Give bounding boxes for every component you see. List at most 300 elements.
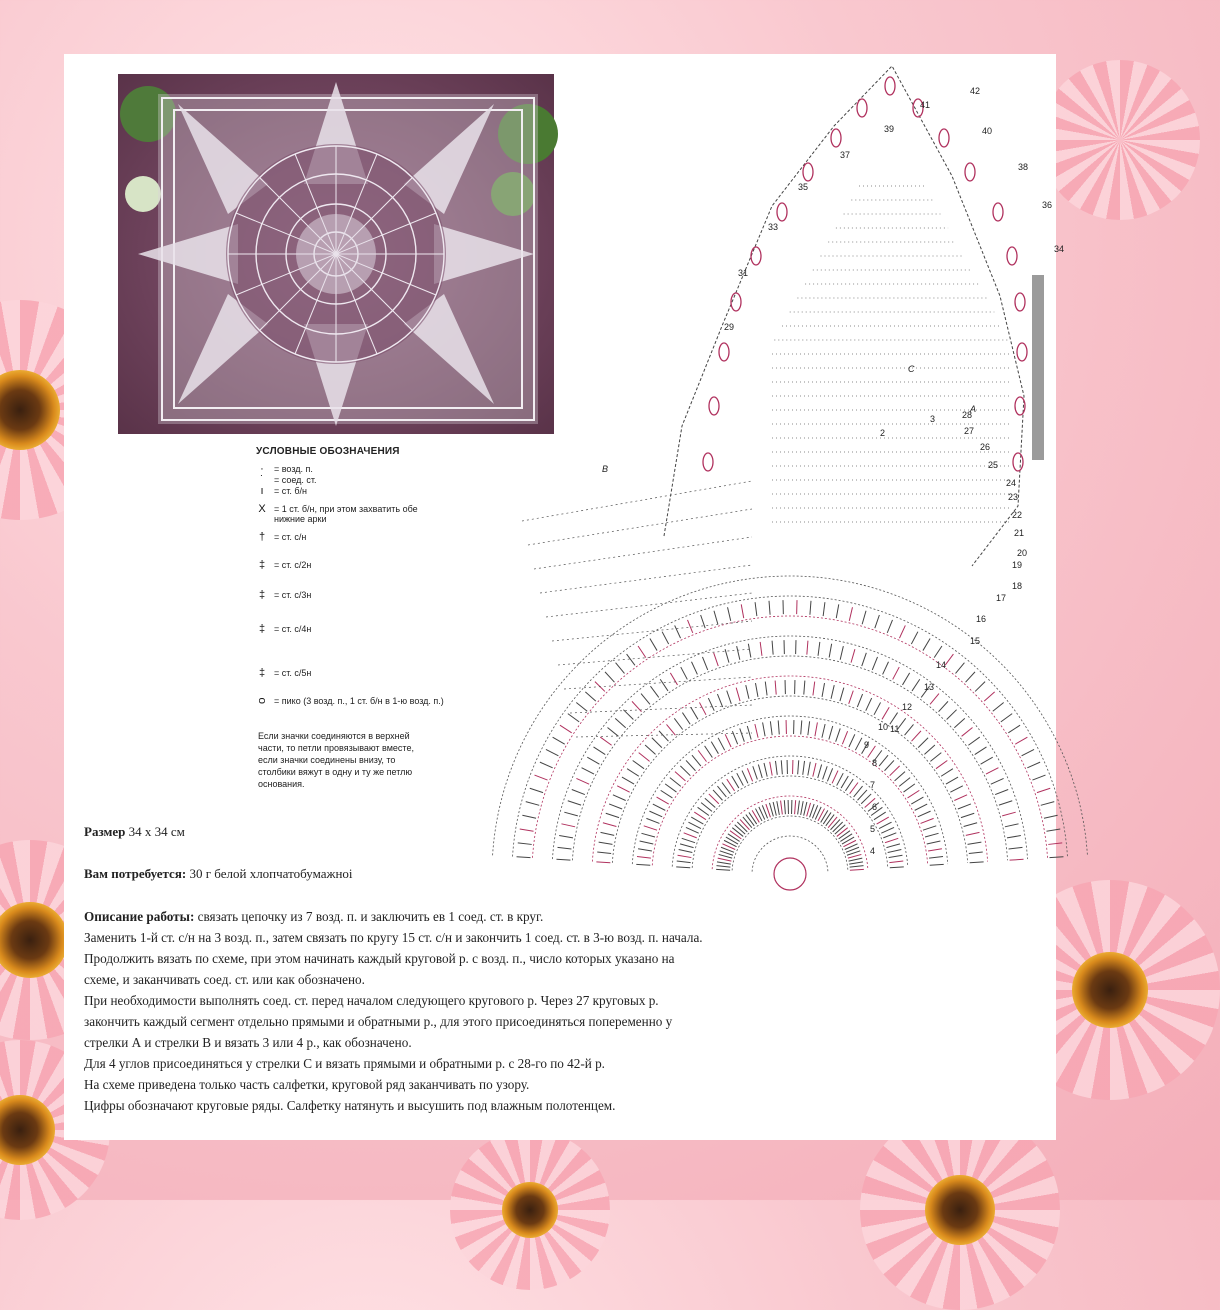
stitch-mark [764, 763, 767, 777]
stitch-mark [781, 760, 782, 774]
background-flower [450, 1130, 610, 1290]
stitch-mark [854, 786, 863, 797]
stitch-mark [836, 728, 841, 741]
stitch-mark [714, 653, 719, 666]
stitch-mark [968, 842, 982, 844]
stitch-mark [763, 722, 765, 736]
stitch-mark [813, 763, 816, 777]
stitch-mark [823, 602, 825, 616]
row-number: 14 [936, 660, 946, 670]
stitch-mark [1009, 847, 1023, 849]
shell-cluster [709, 397, 719, 415]
row-number: 7 [870, 780, 875, 790]
stitch-mark [568, 801, 581, 805]
stitch-mark [849, 858, 863, 861]
stitch-mark [930, 753, 941, 762]
stitch-mark [835, 825, 845, 834]
stitch-mark [778, 720, 779, 734]
stitch-mark [561, 824, 575, 827]
stitch-mark [815, 722, 817, 736]
stitch-mark [705, 798, 715, 807]
stitch-mark [836, 604, 838, 618]
chart-ring [533, 616, 1048, 858]
stitch-mark [749, 812, 757, 824]
stitch-mark [831, 685, 834, 699]
stitch-mark [826, 815, 834, 826]
stitch-mark [798, 801, 800, 815]
stitch-mark [517, 857, 531, 858]
stitch-mark [861, 794, 871, 804]
single-crochet-icon: ı [254, 486, 270, 496]
description-line: Описание работы: связать цепочку из 7 возд. п. и заключить ев 1 соед. ст. в круг. [84, 906, 984, 927]
stitch-mark [999, 801, 1012, 805]
stitch-row [522, 481, 752, 521]
stitch-mark [810, 601, 811, 615]
stitch-mark [883, 833, 896, 838]
shell-cluster [857, 99, 867, 117]
stitch-mark [798, 760, 799, 774]
stitch-mark [607, 728, 618, 737]
petal-outline [664, 66, 1024, 566]
row-number: 18 [1012, 581, 1022, 591]
quint-treble-icon: ‡ [254, 668, 270, 678]
stitch-mark [1044, 815, 1058, 818]
stitch-mark [692, 755, 701, 766]
stitch-mark [623, 710, 633, 720]
stitch-mark [818, 642, 820, 656]
stitch-mark [1001, 714, 1012, 722]
stitch-mark [726, 837, 738, 844]
stitch-mark [645, 745, 655, 754]
stitch-mark [822, 683, 824, 697]
quad-treble-icon: ‡ [254, 624, 270, 634]
stitch-mark [661, 790, 673, 798]
description-line: Цифры обозначают круговые ряды. Салфетку натянуть и высушить под влажным полотенцем. [84, 1095, 984, 1116]
legend-item: ˙ = соед. ст. [254, 475, 444, 485]
stitch-mark [594, 747, 606, 755]
stitch-mark [1041, 802, 1055, 806]
stitch-mark [674, 718, 682, 729]
shell-cluster [831, 129, 841, 147]
legend-item: ‡ = ст. с/3н [254, 590, 444, 600]
stitch-mark [822, 724, 825, 738]
row-number: 12 [902, 702, 912, 712]
stitch-mark [829, 726, 833, 739]
stitch-mark [585, 692, 595, 701]
stitch-mark [928, 849, 942, 851]
stitch-mark [874, 812, 886, 820]
chart-ring [652, 736, 927, 865]
row-number: 3 [930, 414, 935, 424]
stitch-mark [676, 867, 690, 868]
stitch-mark [609, 804, 622, 809]
stitch-mark [616, 663, 625, 674]
stitch-mark [946, 777, 958, 784]
stitch-mark [899, 778, 910, 787]
stitch-mark [765, 682, 767, 696]
stitch-mark [770, 762, 772, 776]
legend-item: X = 1 ст. б/н, при этом захватить обе нижние арки [254, 504, 444, 524]
stitch-mark [795, 800, 796, 814]
stitch-mark [694, 812, 706, 820]
stitch-mark [747, 768, 752, 781]
stitch-mark [659, 731, 668, 741]
stitch-mark [918, 738, 928, 748]
shell-cluster [993, 203, 1003, 221]
stitch-mark [702, 657, 707, 670]
stitch-mark [732, 828, 743, 837]
stitch-mark [637, 856, 651, 858]
stitch-mark [849, 862, 863, 864]
stitch-mark [803, 761, 805, 775]
stitch-mark [725, 734, 731, 747]
stitch-row [552, 621, 752, 641]
stitch-mark [737, 773, 744, 785]
stitch-mark [807, 641, 808, 655]
stitch-mark [638, 849, 652, 851]
stitch-mark [839, 831, 850, 839]
stitch-mark [962, 728, 973, 737]
stitch-mark [840, 688, 844, 701]
stitch-mark [746, 685, 749, 699]
stitch-mark [556, 859, 570, 860]
stitch-mark [883, 662, 889, 675]
stitch-mark [823, 766, 828, 779]
stitch-mark [769, 601, 770, 615]
legend-item: † = ст. с/н [254, 532, 444, 542]
stitch-mark [657, 797, 669, 804]
stitch-mark [784, 800, 785, 814]
stitch-mark [958, 804, 971, 809]
row-number: 26 [980, 442, 990, 452]
stitch-mark [717, 694, 722, 707]
stitch-mark [804, 681, 805, 695]
stitch-mark [888, 850, 902, 853]
scroll-tab[interactable] [1032, 275, 1044, 460]
stitch-mark [682, 838, 695, 842]
row-number: 33 [768, 222, 778, 232]
stitch-mark [666, 724, 675, 735]
stitch-mark [677, 861, 691, 863]
description-line: Для 4 углов присоединяться у стрелки С и вязать прямыми и обратными р. с 28-го по 42-й р. [84, 1053, 984, 1074]
stitch-mark [902, 673, 909, 685]
stitch-mark [1027, 762, 1040, 768]
stitch-mark [923, 639, 930, 651]
stitch-mark [675, 625, 681, 638]
stitch-mark [879, 822, 891, 828]
stitch-mark [934, 646, 942, 658]
row-number: 29 [724, 322, 734, 332]
stitch-mark [966, 832, 980, 835]
stitch-mark [627, 769, 639, 777]
stitch-mark [735, 825, 745, 834]
stitch-mark [670, 673, 677, 685]
stitch-mark [682, 713, 690, 725]
stitch-mark [1022, 749, 1034, 755]
stitch-mark [773, 802, 776, 816]
stitch-mark [850, 866, 864, 868]
stitch-mark [1007, 836, 1021, 838]
legend-item: ‡ = ст. с/4н [254, 624, 444, 634]
row-number: 5 [870, 824, 875, 834]
stitch-mark [688, 822, 700, 828]
description-line: На схеме приведена только часть салфетки, круговой ряд заканчивать по узору. [84, 1074, 984, 1095]
row-number: 40 [982, 126, 992, 136]
shell-cluster [1015, 293, 1025, 311]
stitch-mark [572, 789, 585, 794]
stitch-mark [568, 714, 579, 722]
stitch-mark [636, 864, 650, 865]
stitch-mark [691, 707, 698, 719]
background-flower [1040, 60, 1200, 220]
stitch-mark [617, 786, 629, 792]
stitch-mark [675, 772, 685, 781]
row-number: 37 [840, 150, 850, 160]
stitch-mark [808, 762, 810, 776]
stitch-mark [889, 861, 903, 863]
stitch-mark [582, 768, 594, 774]
chart-ring [612, 696, 967, 863]
stitch-mark [688, 620, 693, 633]
description-line: стрелки А и стрелки В и вязать 3 или 4 р., как обозначено. [84, 1032, 984, 1053]
crochet-chart [452, 66, 1052, 926]
stitch-mark [975, 747, 987, 755]
stitch-mark [684, 833, 697, 838]
stitch-mark [1048, 843, 1062, 845]
stitch-mark [849, 734, 855, 747]
stitch-mark [775, 681, 776, 695]
stitch-mark [698, 750, 706, 761]
stitch-mark [641, 833, 655, 837]
stitch-mark [845, 779, 853, 791]
stitch-mark [522, 815, 536, 818]
stitch-mark [737, 646, 740, 660]
legend-item: ‡ = ст. с/5н [254, 668, 444, 678]
stitch-mark [890, 867, 904, 868]
description-line: закончить каждый сегмент отдельно прямыми и обратными р., для этого присоединяться попеременно у [84, 1011, 984, 1032]
row-number: 21 [1014, 528, 1024, 538]
stitch-mark [649, 811, 662, 817]
stitch-mark [832, 771, 838, 784]
stitch-mark [911, 632, 918, 644]
stitch-mark [606, 813, 619, 817]
row-number: 15 [970, 636, 980, 646]
stitch-mark [936, 760, 947, 768]
stitch-mark [921, 818, 934, 823]
stitch-mark [559, 836, 573, 838]
stitch-mark [722, 782, 730, 793]
description-line: Продолжить вязать по схеме, при этом начинать каждый круговой р. с возд. п., число которых указано на [84, 948, 984, 969]
row-number: 31 [738, 268, 748, 278]
stitch-mark [680, 844, 694, 848]
stitch-mark [885, 838, 898, 842]
stitch-mark [850, 869, 864, 870]
stitch-mark [912, 679, 920, 691]
stitch-mark [939, 701, 948, 711]
stitch-mark [925, 833, 939, 837]
stitch-mark [924, 745, 934, 754]
stitch-mark [736, 688, 740, 701]
stitch-mark [717, 786, 726, 797]
row-number: 38 [1018, 162, 1028, 172]
stitch-mark [650, 639, 657, 651]
stitch-mark [915, 804, 927, 810]
chart-ring [592, 676, 987, 862]
stitch-mark [691, 662, 697, 675]
chart-ring [752, 836, 828, 872]
shell-cluster [1017, 343, 1027, 361]
stitch-mark [670, 778, 681, 787]
stitch-mark [929, 856, 943, 858]
background-flower [860, 1110, 1060, 1310]
stitch-mark [862, 611, 866, 624]
stitch-mark [615, 718, 625, 727]
row-number: 39 [884, 124, 894, 134]
stitch-mark [613, 795, 626, 801]
stitch-mark [911, 797, 923, 804]
stitch-mark [1049, 857, 1063, 858]
stitch-mark [1037, 788, 1050, 792]
stitch-row [564, 677, 752, 689]
chain-stitch-icon: · [254, 464, 270, 474]
stitch-mark [520, 829, 534, 831]
description-line: Заменить 1-й ст. с/н на 3 возд. п., затем связать по кругу 15 ст. с/н и закончить 1 соед. ст. в 3-ю возд. п. начала. [84, 927, 984, 948]
stitch-mark [728, 607, 731, 621]
stitch-mark [993, 703, 1004, 712]
stitch-mark [890, 713, 898, 725]
stitch-mark [827, 768, 832, 781]
stitch-mark [755, 724, 758, 738]
row-number: 22 [1012, 510, 1022, 520]
row-number: 13 [924, 682, 934, 692]
chart-ring [632, 716, 947, 864]
stitch-mark [698, 807, 709, 815]
stitch-mark [837, 828, 848, 837]
shell-cluster [703, 453, 713, 471]
stitch-mark [908, 790, 920, 798]
stitch-mark [633, 760, 644, 768]
stitch-mark [970, 862, 984, 863]
stitch-mark [807, 803, 811, 816]
stitch-mark [717, 862, 731, 864]
stitch-mark [975, 682, 985, 692]
stitch-mark [823, 812, 831, 824]
shell-cluster [1013, 453, 1023, 471]
stitch-mark [986, 768, 998, 774]
stitch-mark [530, 788, 543, 792]
legend-item: · = возд. п. [254, 464, 444, 474]
stitch-mark [849, 607, 852, 621]
stitch-mark [727, 779, 735, 791]
stitch-mark [622, 777, 634, 784]
stitch-mark [716, 866, 730, 868]
stitch-mark [714, 611, 718, 624]
stitch-mark [969, 852, 983, 854]
stitch-mark [746, 815, 754, 826]
stitch-mark [984, 692, 994, 701]
stitch-mark [708, 698, 714, 711]
stitch-mark [881, 827, 894, 833]
stitch-mark [728, 834, 740, 842]
stitch-mark [1010, 859, 1024, 860]
stitch-mark [732, 776, 739, 788]
arrow-label: C [908, 364, 915, 374]
row-number: 27 [964, 426, 974, 436]
stitch-mark [842, 731, 847, 744]
stitch-mark [1005, 824, 1019, 827]
row-number: 16 [976, 614, 986, 624]
stitch-mark [801, 801, 803, 815]
stitch-mark [770, 721, 772, 735]
stitch-mark [600, 737, 611, 745]
stitch-mark [991, 778, 1004, 784]
stitch-mark [665, 784, 676, 792]
stitch-mark [889, 855, 903, 857]
stitch-mark [701, 803, 712, 812]
row-number: 25 [988, 460, 998, 470]
stitch-mark [968, 737, 979, 745]
stitch-mark [740, 819, 749, 829]
stitch-mark [686, 827, 699, 833]
shell-cluster [719, 343, 729, 361]
stitch-mark [849, 691, 854, 704]
stitch-mark [699, 702, 706, 714]
stitch-mark [653, 804, 665, 810]
stitch-mark [1032, 775, 1045, 780]
stitch-mark [857, 694, 862, 707]
stitch-mark [851, 649, 855, 662]
shell-cluster [803, 163, 813, 181]
row-number: 36 [1042, 200, 1052, 210]
materials-line: Вам потребуется: 30 г белой хлопчатобумажноi [84, 866, 353, 882]
row-number: 4 [870, 846, 875, 856]
stitch-mark [813, 682, 815, 696]
stitch-mark [576, 778, 589, 784]
stitch-mark [652, 738, 662, 748]
legend-item: ‡ = ст. с/2н [254, 560, 444, 570]
shell-cluster [965, 163, 975, 181]
stitch-mark [711, 742, 718, 754]
stitch-mark [680, 766, 690, 776]
size-line: Размер 34 x 34 см [84, 824, 185, 840]
stitch-mark [576, 703, 587, 712]
stitch-mark [560, 725, 572, 733]
row-number: 20 [1017, 548, 1027, 558]
description [84, 906, 984, 1116]
stitch-mark [848, 854, 862, 858]
stitch-mark [850, 782, 858, 793]
stitch-mark [818, 764, 822, 777]
stitch-mark [678, 855, 692, 857]
row-number: 34 [1054, 244, 1064, 254]
row-number: 9 [864, 740, 869, 750]
stitch-mark [872, 657, 877, 670]
stitch-mark [737, 822, 747, 832]
stitch-mark [755, 683, 757, 697]
stitch-mark [758, 764, 762, 777]
stitch-mark [705, 746, 713, 758]
stitch-mark [564, 812, 578, 816]
stitch-mark [753, 766, 758, 779]
chart-ring [513, 596, 1068, 857]
stitch-mark [801, 720, 802, 734]
center-ring [774, 858, 806, 890]
stitch-mark [709, 794, 719, 804]
stitch-mark [874, 702, 881, 714]
stitch-mark [829, 644, 831, 658]
stitch-mark [840, 834, 852, 842]
shell-cluster [939, 129, 949, 147]
